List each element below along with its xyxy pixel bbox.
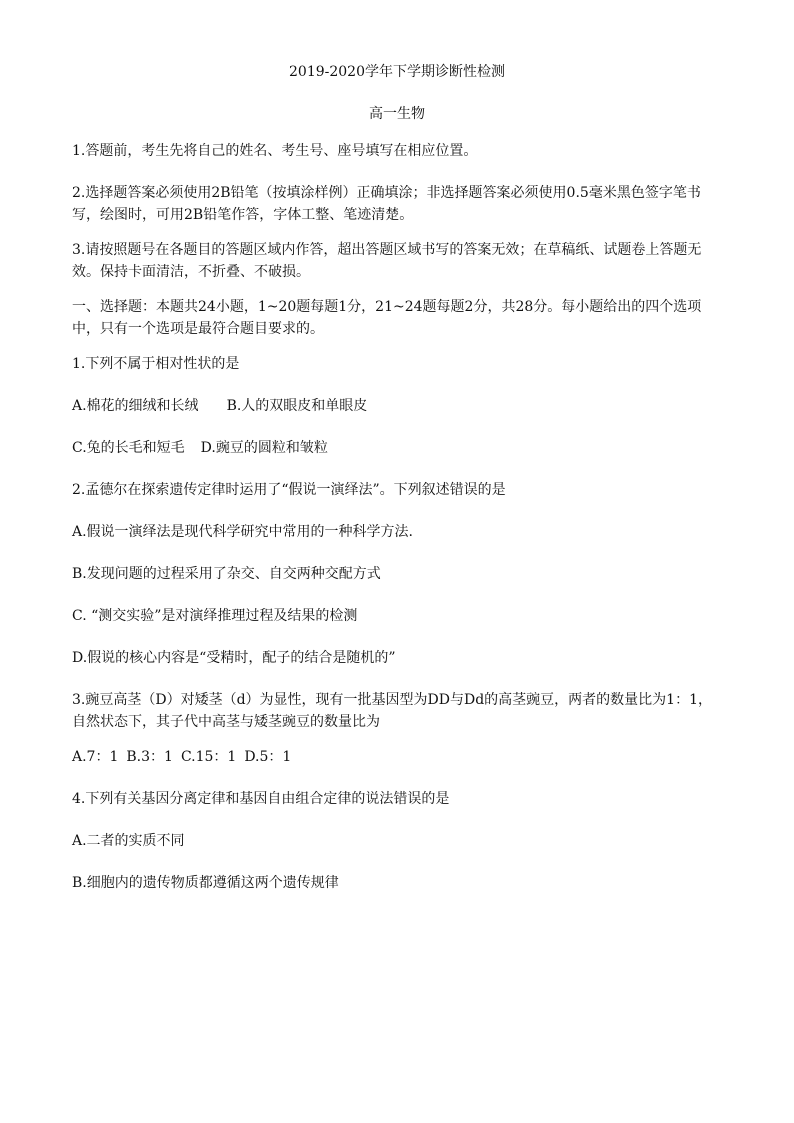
section-heading: 一、选择题：本题共24小题，1~20题每题1分，21~24题每题2分，共28分。每小题给出的四个选项中，只有一个选项是最符合题目要求的。 [72, 299, 702, 337]
exam-subject: 高一生物 [369, 106, 425, 122]
instruction-3: 3.请按照题号在各题目的答题区域内作答，超出答题区域书写的答案无效；在草稿纸、试题卷上答题无效。保持卡面清洁，不折叠、不破损。 [72, 242, 702, 280]
question-3-option-c: C.15：1 [180, 749, 237, 765]
question-2-option-a: A.假说一演绎法是现代科学研究中常用的一种科学方法. [72, 524, 414, 540]
page-content [72, 62, 722, 914]
question-4-option-a: A.二者的实质不同 [72, 833, 185, 849]
question-4-stem: 4.下列有关基因分离定律和基因自由组合定律的说法错误的是 [72, 791, 450, 807]
question-3-options [72, 746, 722, 768]
question-1-options-row-2 [72, 437, 722, 459]
question-2-option-c: C. “测交实验”是对演绎推理过程及结果的检测 [72, 608, 358, 624]
question-1-option-b: B.人的双眼皮和单眼皮 [226, 398, 368, 414]
instruction-1: 1.答题前，考生先将自己的姓名、考生号、座号填写在相应位置。 [72, 143, 478, 159]
question-2-option-d: D.假说的核心内容是“受精时，配子的结合是随机的” [72, 650, 396, 666]
instruction-2: 2.选择题答案必须使用2B铅笔（按填涂样例）正确填涂；非选择题答案必须使用0.5毫米黑色签字笔书写，绘图时，可用2B铅笔作答，字体工整、笔迹清楚。 [72, 185, 701, 223]
question-1-option-a: A.棉花的细绒和长绒 [72, 398, 199, 414]
question-1-option-d: D.豌豆的圆粒和皱粒 [200, 440, 328, 456]
question-3-option-a: A.7：1 [72, 749, 119, 765]
question-3-stem: 3.豌豆高茎（D）对矮茎（d）为显性，现有一批基因型为DD与Dd的高茎豌豆，两者的数量比为1：1，自然状态下，其子代中高茎与矮茎豌豆的数量比为 [72, 692, 712, 730]
exam-title: 2019-2020学年下学期诊断性检测 [289, 64, 505, 80]
question-2-stem: 2.孟德尔在探索遗传定律时运用了“假说一演绎法”。下列叙述错误的是 [72, 482, 506, 498]
question-3-option-d: D.5：1 [244, 749, 292, 765]
question-1-stem: 1.下列不属于相对性状的是 [72, 356, 240, 372]
question-4-option-b: B.细胞内的遗传物质都遵循这两个遗传规律 [72, 875, 339, 891]
question-3-option-b: B.3：1 [126, 749, 173, 765]
question-1-options-row-1 [72, 395, 722, 417]
question-2-option-b: B.发现问题的过程采用了杂交、自交两种交配方式 [72, 566, 381, 582]
question-1-option-c: C.兔的长毛和短毛 [72, 440, 185, 456]
